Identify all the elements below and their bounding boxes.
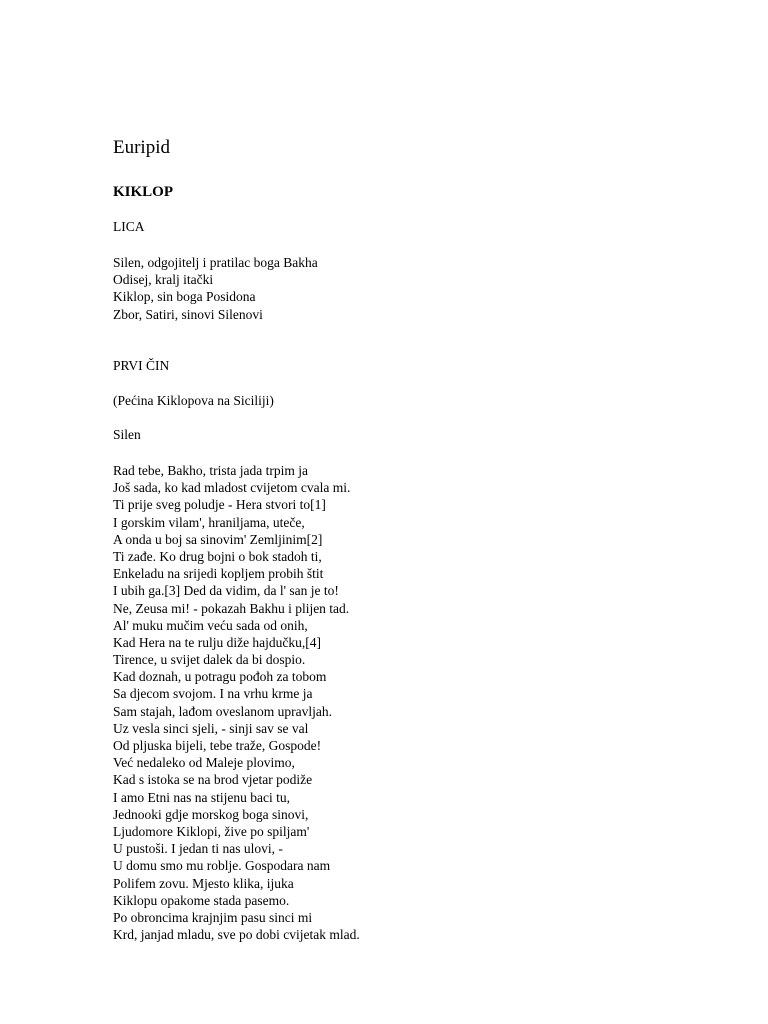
play-title: KIKLOP <box>113 184 174 200</box>
verse-line: I amo Etni nas na stijenu baci tu, <box>113 789 290 805</box>
cast-item: Silen, odgojitelj i pratilac boga Bakha <box>113 255 318 270</box>
verse-line: I ubih ga.[3] Ded da vidim, da l' san je to! <box>113 583 339 599</box>
verse-line: A onda u boj sa sinovim' Zemljinim[2] <box>113 531 323 547</box>
verse-line: Ne, Zeusa mi! - pokazah Bakhu i plijen tad. <box>113 600 350 616</box>
cast-item: Zbor, Satiri, sinovi Silenovi <box>113 306 263 322</box>
verse-line: Već nedaleko od Maleje plovimo, <box>113 755 295 771</box>
cast-list <box>113 254 318 323</box>
stage-setting <box>113 392 274 409</box>
verse-line: Tirence, u svijet dalek da bi dospio. <box>113 652 306 668</box>
verse-line: Rad tebe, Bakho, trista jada trpim ja <box>113 463 308 478</box>
verse-line: Enkeladu na srijedi kopljem probih štit <box>113 566 324 582</box>
verse-line: Sam stajah, lađom oveslanom upravljah. <box>113 703 332 719</box>
verse-line: Kiklopu opakome stada pasemo. <box>113 892 290 908</box>
verse-line: Ljudomore Kiklopi, žive po spiljam' <box>113 823 310 839</box>
verse-line: Kad Hera na te rulju diže hajdučku,[4] <box>113 634 322 650</box>
verse-line: Kad s istoka se na brod vjetar podiže <box>113 772 313 788</box>
act-heading <box>113 357 169 374</box>
stage-setting-text: (Pećina Kiklopova na Siciliji) <box>113 393 274 408</box>
verse-line: Od pljuska bijeli, tebe traže, Gospode! <box>113 738 322 753</box>
verse-line: U domu smo mu roblje. Gospodara nam <box>113 858 331 874</box>
verse-line: Ti zađe. Ko drug bojni o bok stadoh ti, <box>113 548 322 564</box>
author-name: Euripid <box>113 137 170 158</box>
verse-line: Kad doznah, u potragu pođoh za tobom <box>113 669 327 685</box>
cast-item: Kiklop, sin boga Posidona <box>113 289 256 305</box>
verse-line: Sa djecom svojom. I na vrhu krme ja <box>113 686 313 702</box>
verse-line: Ti prije sveg poludje - Hera stvori to[1] <box>113 497 326 513</box>
verse-line: Po obroncima krajnjim pasu sinci mi <box>113 909 313 925</box>
verse-line: I gorskim vilam', hraniljama, uteče, <box>113 514 305 530</box>
verse-line: Još sada, ko kad mladost cvijetom cvala mi. <box>113 480 351 496</box>
verse-line: U pustoši. I jedan ti nas ulovi, - <box>113 841 283 857</box>
verse-line: Al' muku mučim veću sada od onih, <box>113 617 308 633</box>
cast-heading <box>113 218 145 235</box>
verse-line: Uz vesla sinci sjeli, - sinji sav se val <box>113 720 309 736</box>
speaker-name <box>113 426 141 443</box>
verse-line: Polifem zovu. Mjesto klika, ijuka <box>113 875 294 891</box>
speaker-name-text: Silen <box>113 427 141 442</box>
cast-heading-text: LICA <box>113 219 145 234</box>
act-heading-text: PRVI ČIN <box>113 358 170 373</box>
verse-line: Jednooki gdje morskog boga sinovi, <box>113 806 309 822</box>
verse-line: Krd, janjad mladu, sve po dobi cvijetak mlad. <box>113 927 360 943</box>
verse-block <box>113 462 360 943</box>
cast-item: Odisej, kralj itački <box>113 272 214 288</box>
